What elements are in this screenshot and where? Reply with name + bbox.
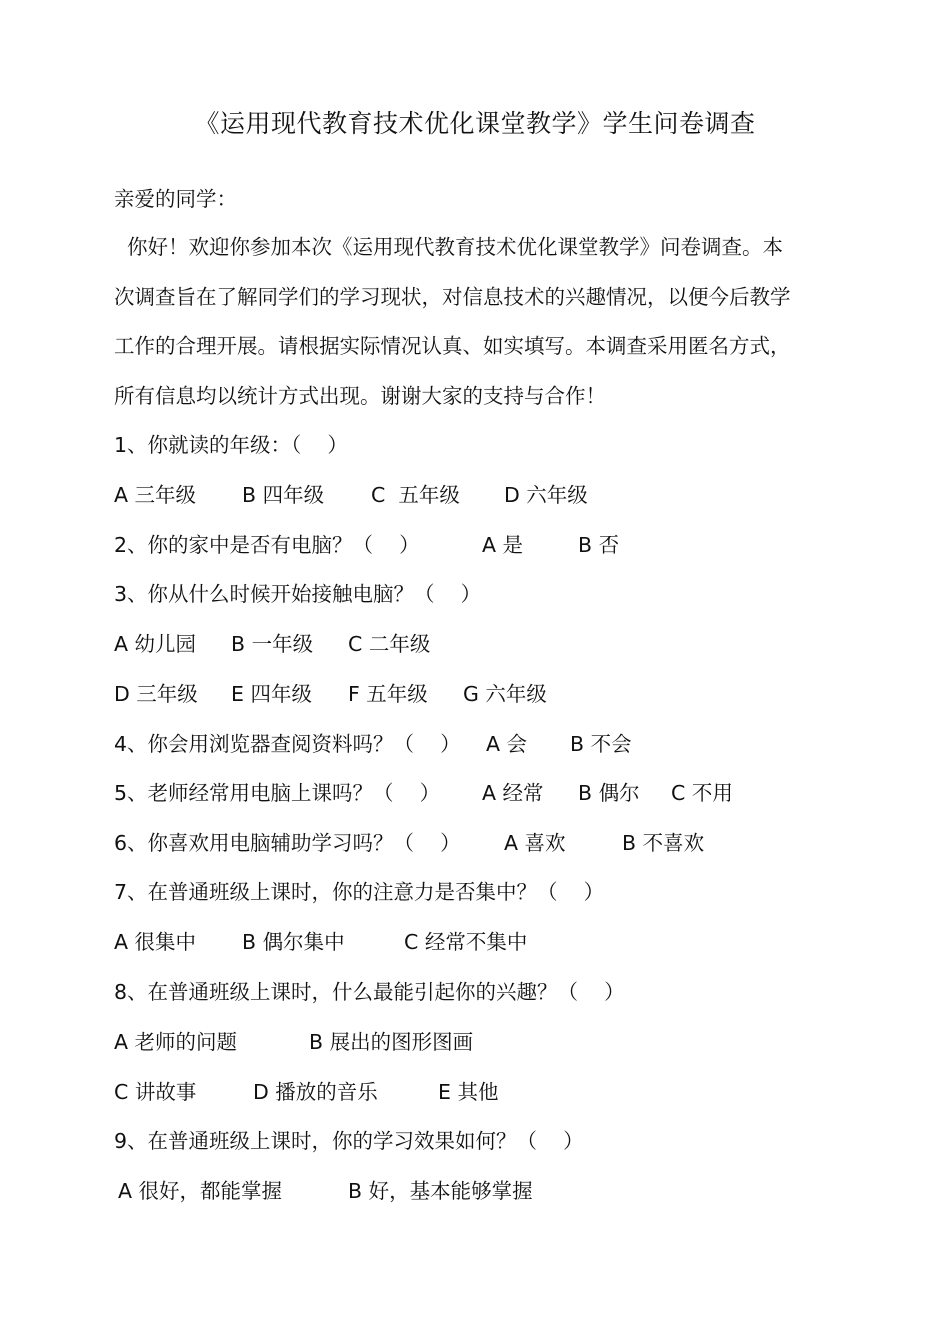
question-2-option-a: A 是 — [482, 533, 524, 557]
page-title: 《运用现代教育技术优化课堂教学》学生问卷调查 — [194, 109, 756, 138]
question-8-option-b: B 展出的图形图画 — [309, 1030, 474, 1054]
question-3-option-c: C 二年级 — [348, 632, 431, 656]
question-9: 9、在普通班级上课时，你的学习效果如何？（ ） — [114, 1129, 584, 1153]
question-5-option-a: A 经常 — [482, 781, 544, 805]
question-8-option-c: C 讲故事 — [114, 1080, 197, 1104]
question-8-option-d: D 播放的音乐 — [253, 1080, 378, 1104]
question-4: 4、你会用浏览器查阅资料吗？（ ） — [114, 732, 461, 756]
question-6: 6、你喜欢用电脑辅助学习吗？（ ） — [114, 831, 461, 855]
question-6-option-b: B 不喜欢 — [622, 831, 705, 855]
intro-line-4: 所有信息均以统计方式出现。谢谢大家的支持与合作！ — [114, 384, 606, 408]
question-8-option-a: A 老师的问题 — [114, 1030, 238, 1054]
intro-line-1: 你好！欢迎你参加本次《运用现代教育技术优化课堂教学》问卷调查。本 — [114, 235, 784, 259]
question-3-option-g: G 六年级 — [463, 682, 547, 706]
question-8-option-e: E 其他 — [438, 1080, 499, 1104]
question-4-option-a: A 会 — [486, 732, 528, 756]
question-1: 1、你就读的年级：（ ） — [114, 433, 348, 457]
question-5-option-c: C 不用 — [671, 781, 733, 805]
question-7-option-b: B 偶尔集中 — [242, 930, 345, 954]
question-1-option-d: D 六年级 — [504, 483, 588, 507]
question-3: 3、你从什么时候开始接触电脑？（ ） — [114, 582, 482, 606]
question-3-option-f: F 五年级 — [348, 682, 428, 706]
question-2-option-b: B 否 — [578, 533, 620, 557]
question-1-option-c: C 五年级 — [371, 483, 460, 507]
question-7-option-c: C 经常不集中 — [404, 930, 528, 954]
question-6-option-a: A 喜欢 — [504, 831, 566, 855]
question-5-option-b: B 偶尔 — [578, 781, 640, 805]
question-5: 5、老师经常用电脑上课吗？（ ） — [114, 781, 441, 805]
question-1-option-b: B 四年级 — [242, 483, 325, 507]
question-8: 8、在普通班级上课时，什么最能引起你的兴趣？（ ） — [114, 980, 625, 1004]
question-4-option-b: B 不会 — [570, 732, 632, 756]
question-9-option-a: A 很好，都能掌握 — [118, 1179, 283, 1203]
question-9-option-b: B 好，基本能够掌握 — [348, 1179, 533, 1203]
intro-line-2: 次调查旨在了解同学们的学习现状，对信息技术的兴趣情况，以便今后教学 — [114, 285, 791, 309]
question-2: 2、你的家中是否有电脑？（ ） — [114, 533, 420, 557]
question-3-option-d: D 三年级 — [114, 682, 198, 706]
question-7: 7、在普通班级上课时，你的注意力是否集中？（ ） — [114, 880, 605, 904]
question-1-option-a: A 三年级 — [114, 483, 197, 507]
greeting: 亲爱的同学： — [114, 187, 237, 211]
question-3-option-a: A 幼儿园 — [114, 632, 197, 656]
question-7-option-a: A 很集中 — [114, 930, 197, 954]
intro-line-3: 工作的合理开展。请根据实际情况认真、如实填写。本调查采用匿名方式， — [114, 334, 791, 358]
question-3-option-b: B 一年级 — [231, 632, 314, 656]
question-3-option-e: E 四年级 — [231, 682, 312, 706]
